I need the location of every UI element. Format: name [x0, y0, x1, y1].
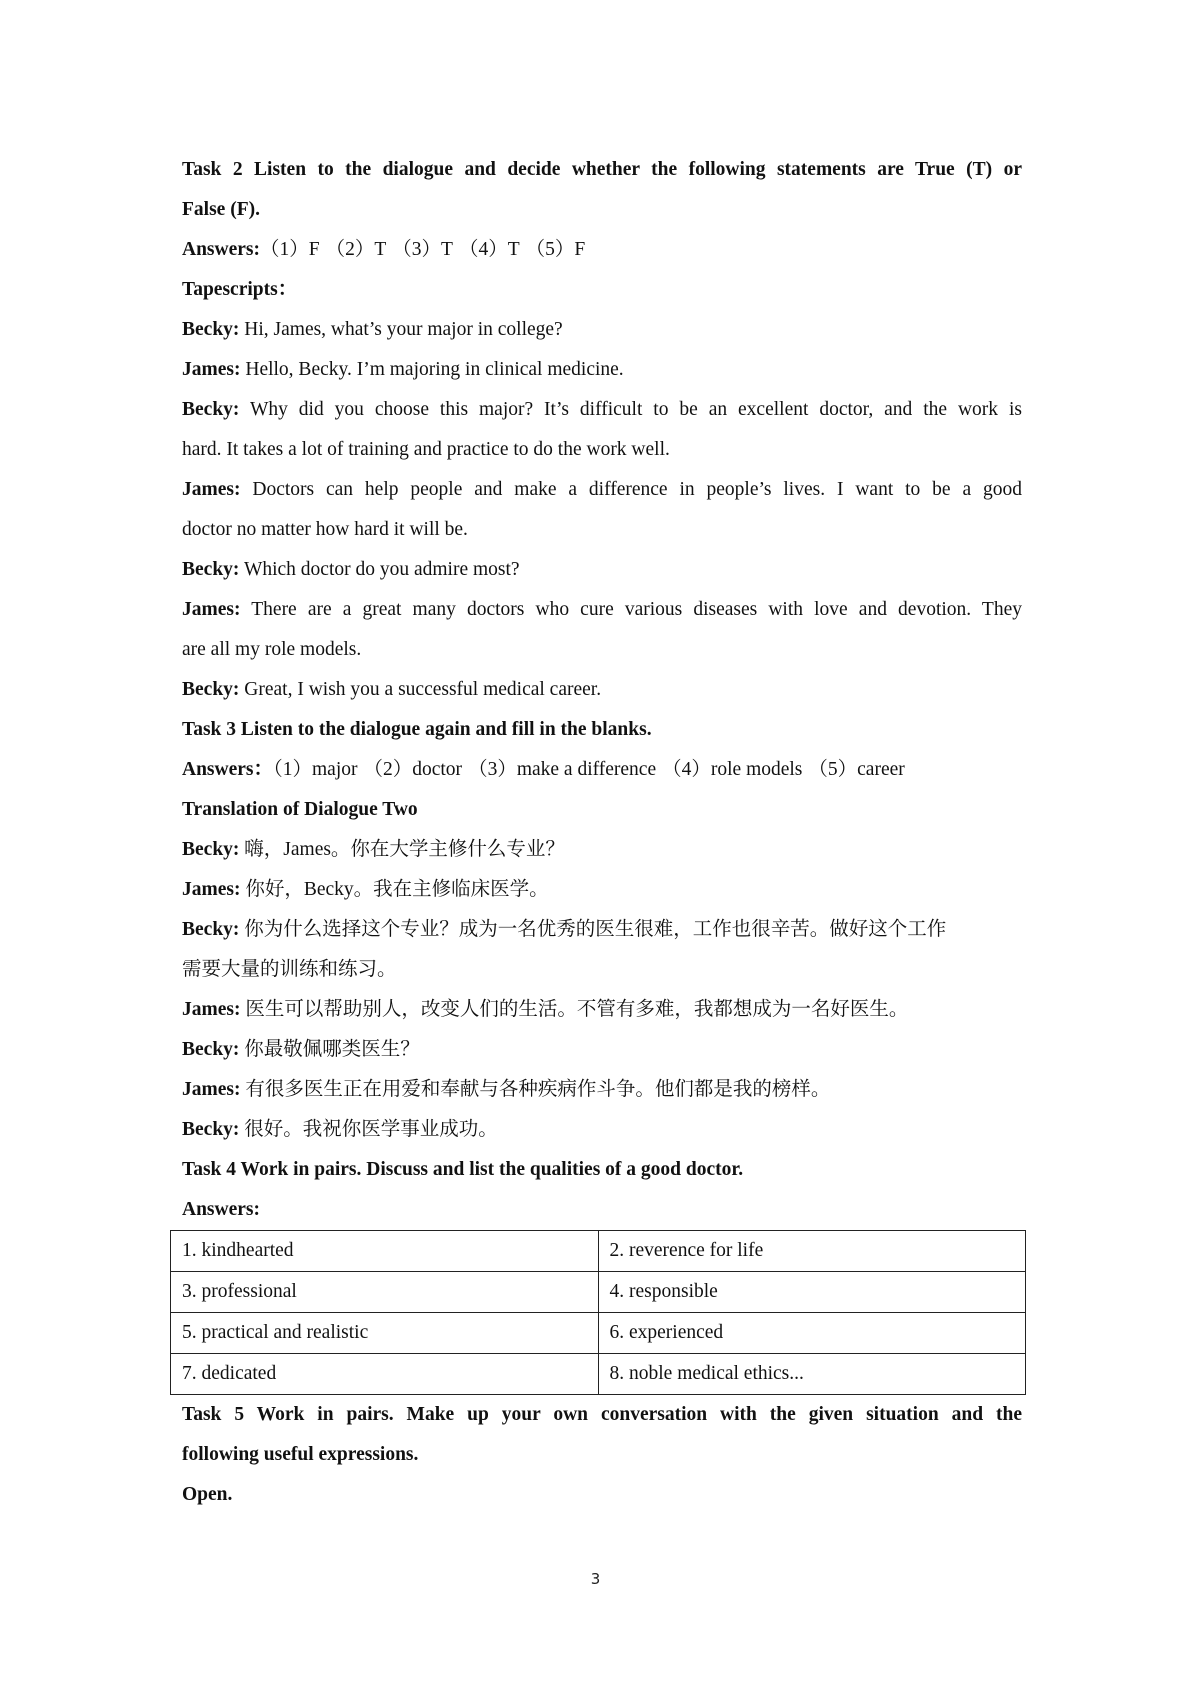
translation-line	[182, 830, 1022, 870]
answer-item: （4）T	[458, 239, 520, 260]
speaker-name: James:	[182, 479, 241, 500]
dialogue-line	[182, 670, 1022, 710]
dialogue-line	[182, 590, 1022, 630]
dialogue-line	[182, 310, 1022, 350]
task5-heading-line2: following useful expressions.	[182, 1444, 419, 1465]
dialogue-line	[182, 550, 1022, 590]
speaker-name: James:	[182, 1079, 241, 1100]
document-page	[182, 150, 1022, 1515]
dialogue-line	[182, 390, 1022, 430]
answer-item: （1）F	[260, 239, 320, 260]
answers-label: Answers：	[182, 759, 273, 780]
answers-label: Answers:	[182, 239, 260, 260]
translation-line	[182, 910, 1022, 950]
qualities-table	[170, 1230, 1026, 1395]
speaker-name: Becky:	[182, 839, 240, 860]
speaker-name: James:	[182, 359, 241, 380]
task2-heading-line2: False (F).	[182, 199, 260, 220]
task4-heading: Task 4 Work in pairs. Discuss and list the qualities of a good doctor.	[182, 1159, 744, 1180]
translation-heading: Translation of Dialogue Two	[182, 799, 418, 820]
translation-text: 嗨，James。你在大学主修什么专业？	[244, 839, 565, 860]
translation-text: 很好。我祝你医学事业成功。	[244, 1119, 498, 1140]
dialogue-continuation: doctor no matter how hard it will be.	[182, 519, 468, 540]
answer-item: （5）career	[808, 759, 905, 780]
answer-item: （3）T	[392, 239, 453, 260]
table-row	[171, 1231, 1026, 1272]
speaker-name: Becky:	[182, 1119, 240, 1140]
answer-item: （2）T	[325, 239, 387, 260]
table-cell: 4. responsible	[598, 1272, 1026, 1313]
table-cell: 6. experienced	[598, 1313, 1026, 1354]
dialogue-continuation: hard. It takes a lot of training and practice to do the work well.	[182, 439, 670, 460]
tapescripts-label: Tapescripts：	[182, 279, 298, 300]
answer-item: （5）F	[525, 239, 586, 260]
task5-answer: Open.	[182, 1484, 233, 1505]
speaker-name: Becky:	[182, 919, 240, 940]
translation-line	[182, 990, 1022, 1030]
answers-label: Answers:	[182, 1199, 260, 1220]
table-cell: 1. kindhearted	[171, 1231, 599, 1272]
table-cell: 2. reverence for life	[598, 1231, 1026, 1272]
translation-continuation: 需要大量的训练和练习。	[182, 959, 397, 980]
table-row	[171, 1272, 1026, 1313]
table-row	[171, 1313, 1026, 1354]
dialogue-continuation: are all my role models.	[182, 639, 362, 660]
dialogue-text: Great, I wish you a successful medical career.	[244, 679, 602, 700]
table-cell: 8. noble medical ethics...	[598, 1354, 1026, 1395]
answer-item: （1）major	[273, 759, 358, 780]
table-cell: 7. dedicated	[171, 1354, 599, 1395]
table-row	[171, 1354, 1026, 1395]
table-cell: 3. professional	[171, 1272, 599, 1313]
translation-text: 有很多医生正在用爱和奉献与各种疾病作斗争。他们都是我的榜样。	[245, 1079, 831, 1100]
task3-heading: Task 3 Listen to the dialogue again and fill in the blanks.	[182, 719, 652, 740]
speaker-name: Becky:	[182, 1039, 240, 1060]
dialogue-text: Hi, James, what’s your major in college?	[244, 319, 563, 340]
speaker-name: James:	[182, 599, 241, 620]
speaker-name: James:	[182, 999, 241, 1020]
task2-heading-line1: Task 2 Listen to the dialogue and decide whether the following statements are True (T) or	[182, 159, 1022, 180]
translation-line	[182, 1070, 1022, 1110]
translation-text: 医生可以帮助别人，改变人们的生活。不管有多难，我都想成为一名好医生。	[245, 999, 909, 1020]
translation-line	[182, 1030, 1022, 1070]
speaker-name: James:	[182, 879, 241, 900]
translation-text: 你为什么选择这个专业？成为一名优秀的医生很难，工作也很辛苦。做好这个工作	[244, 919, 947, 940]
answer-item: （4）role models	[662, 759, 803, 780]
task5-heading-line1: Task 5 Work in pairs. Make up your own conversation with the given situation and the	[182, 1404, 1022, 1425]
task3-answers	[182, 750, 1022, 790]
dialogue-text: Doctors can help people and make a difference in people’s lives. I want to be a good	[252, 479, 1022, 500]
speaker-name: Becky:	[182, 319, 240, 340]
dialogue-text: There are a great many doctors who cure various diseases with love and devotion. They	[251, 599, 1022, 620]
dialogue-text: Which doctor do you admire most?	[243, 559, 520, 580]
speaker-name: Becky:	[182, 399, 240, 420]
dialogue-line	[182, 350, 1022, 390]
answer-item: （3）make a difference	[468, 759, 657, 780]
translation-text: 你最敬佩哪类医生？	[244, 1039, 420, 1060]
speaker-name: Becky:	[182, 559, 240, 580]
speaker-name: Becky:	[182, 679, 240, 700]
translation-text: 你好，Becky。我在主修临床医学。	[245, 879, 549, 900]
dialogue-text: Why did you choose this major? It’s difficult to be an excellent doctor, and the work is	[249, 399, 1022, 420]
answer-item: （2）doctor	[363, 759, 463, 780]
page-number: 3	[590, 1570, 601, 1588]
table-cell: 5. practical and realistic	[171, 1313, 599, 1354]
task2-answers	[182, 230, 1022, 270]
translation-line	[182, 870, 1022, 910]
dialogue-line	[182, 470, 1022, 510]
translation-line	[182, 1110, 1022, 1150]
dialogue-text: Hello, Becky. I’m majoring in clinical medicine.	[245, 359, 624, 380]
